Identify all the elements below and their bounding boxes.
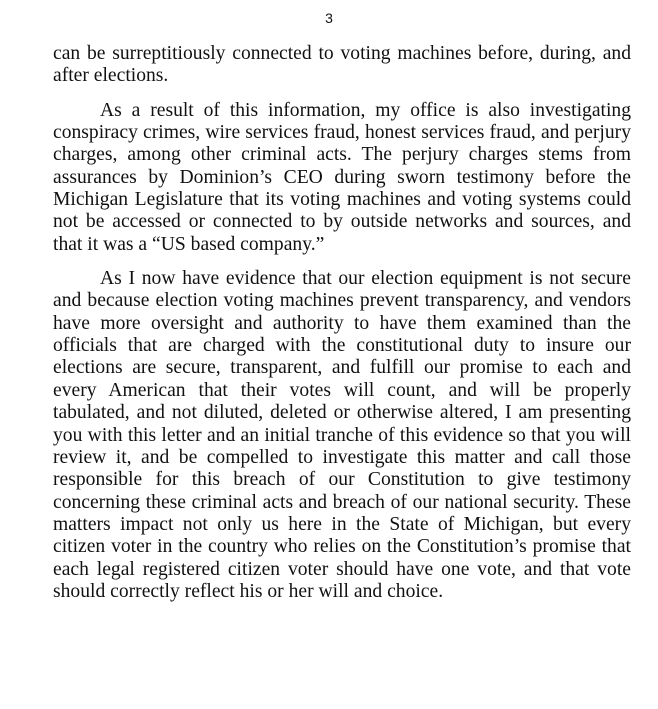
paragraph-investigation: As a result of this information, my office is also investigating conspiracy crimes, wire services fraud, honest services fraud, and perjury charges, among other criminal acts. The perjury charges stems from assurances by Dominion’s CEO during sworn testimony before the Michigan Legislature that its voting machines and voting systems could not be accessed or connected to by outside networks and sources, and that it was a “US based company.”	[53, 99, 631, 255]
document-body	[53, 43, 631, 603]
paragraph-continuation: can be surreptitiously connected to voting machines before, during, and after elections.	[53, 43, 631, 87]
page-number: 3	[325, 10, 333, 26]
paragraph-evidence: As I now have evidence that our election equipment is not secure and because election voting machines prevent transparency, and vendors have more oversight and authority to have them examined than the officials that are charged with the constitutional duty to insure our elections are secure, transparent, and fulfill our promise to each and every American that their votes will count, and will be properly tabulated, and not diluted, deleted or otherwise altered, I am presenting you with this letter and an initial tranche of this evidence so that you will review it, and be compelled to investigate this matter and call those responsible for this breach of our Constitution to give testimony concerning these criminal acts and breach of our national security. These matters impact not only us here in the State of Michigan, but every citizen voter in the country who relies on the Constitution’s promise that each legal registered citizen voter should have one vote, and that vote should correctly reflect his or her will and choice.	[53, 268, 631, 602]
